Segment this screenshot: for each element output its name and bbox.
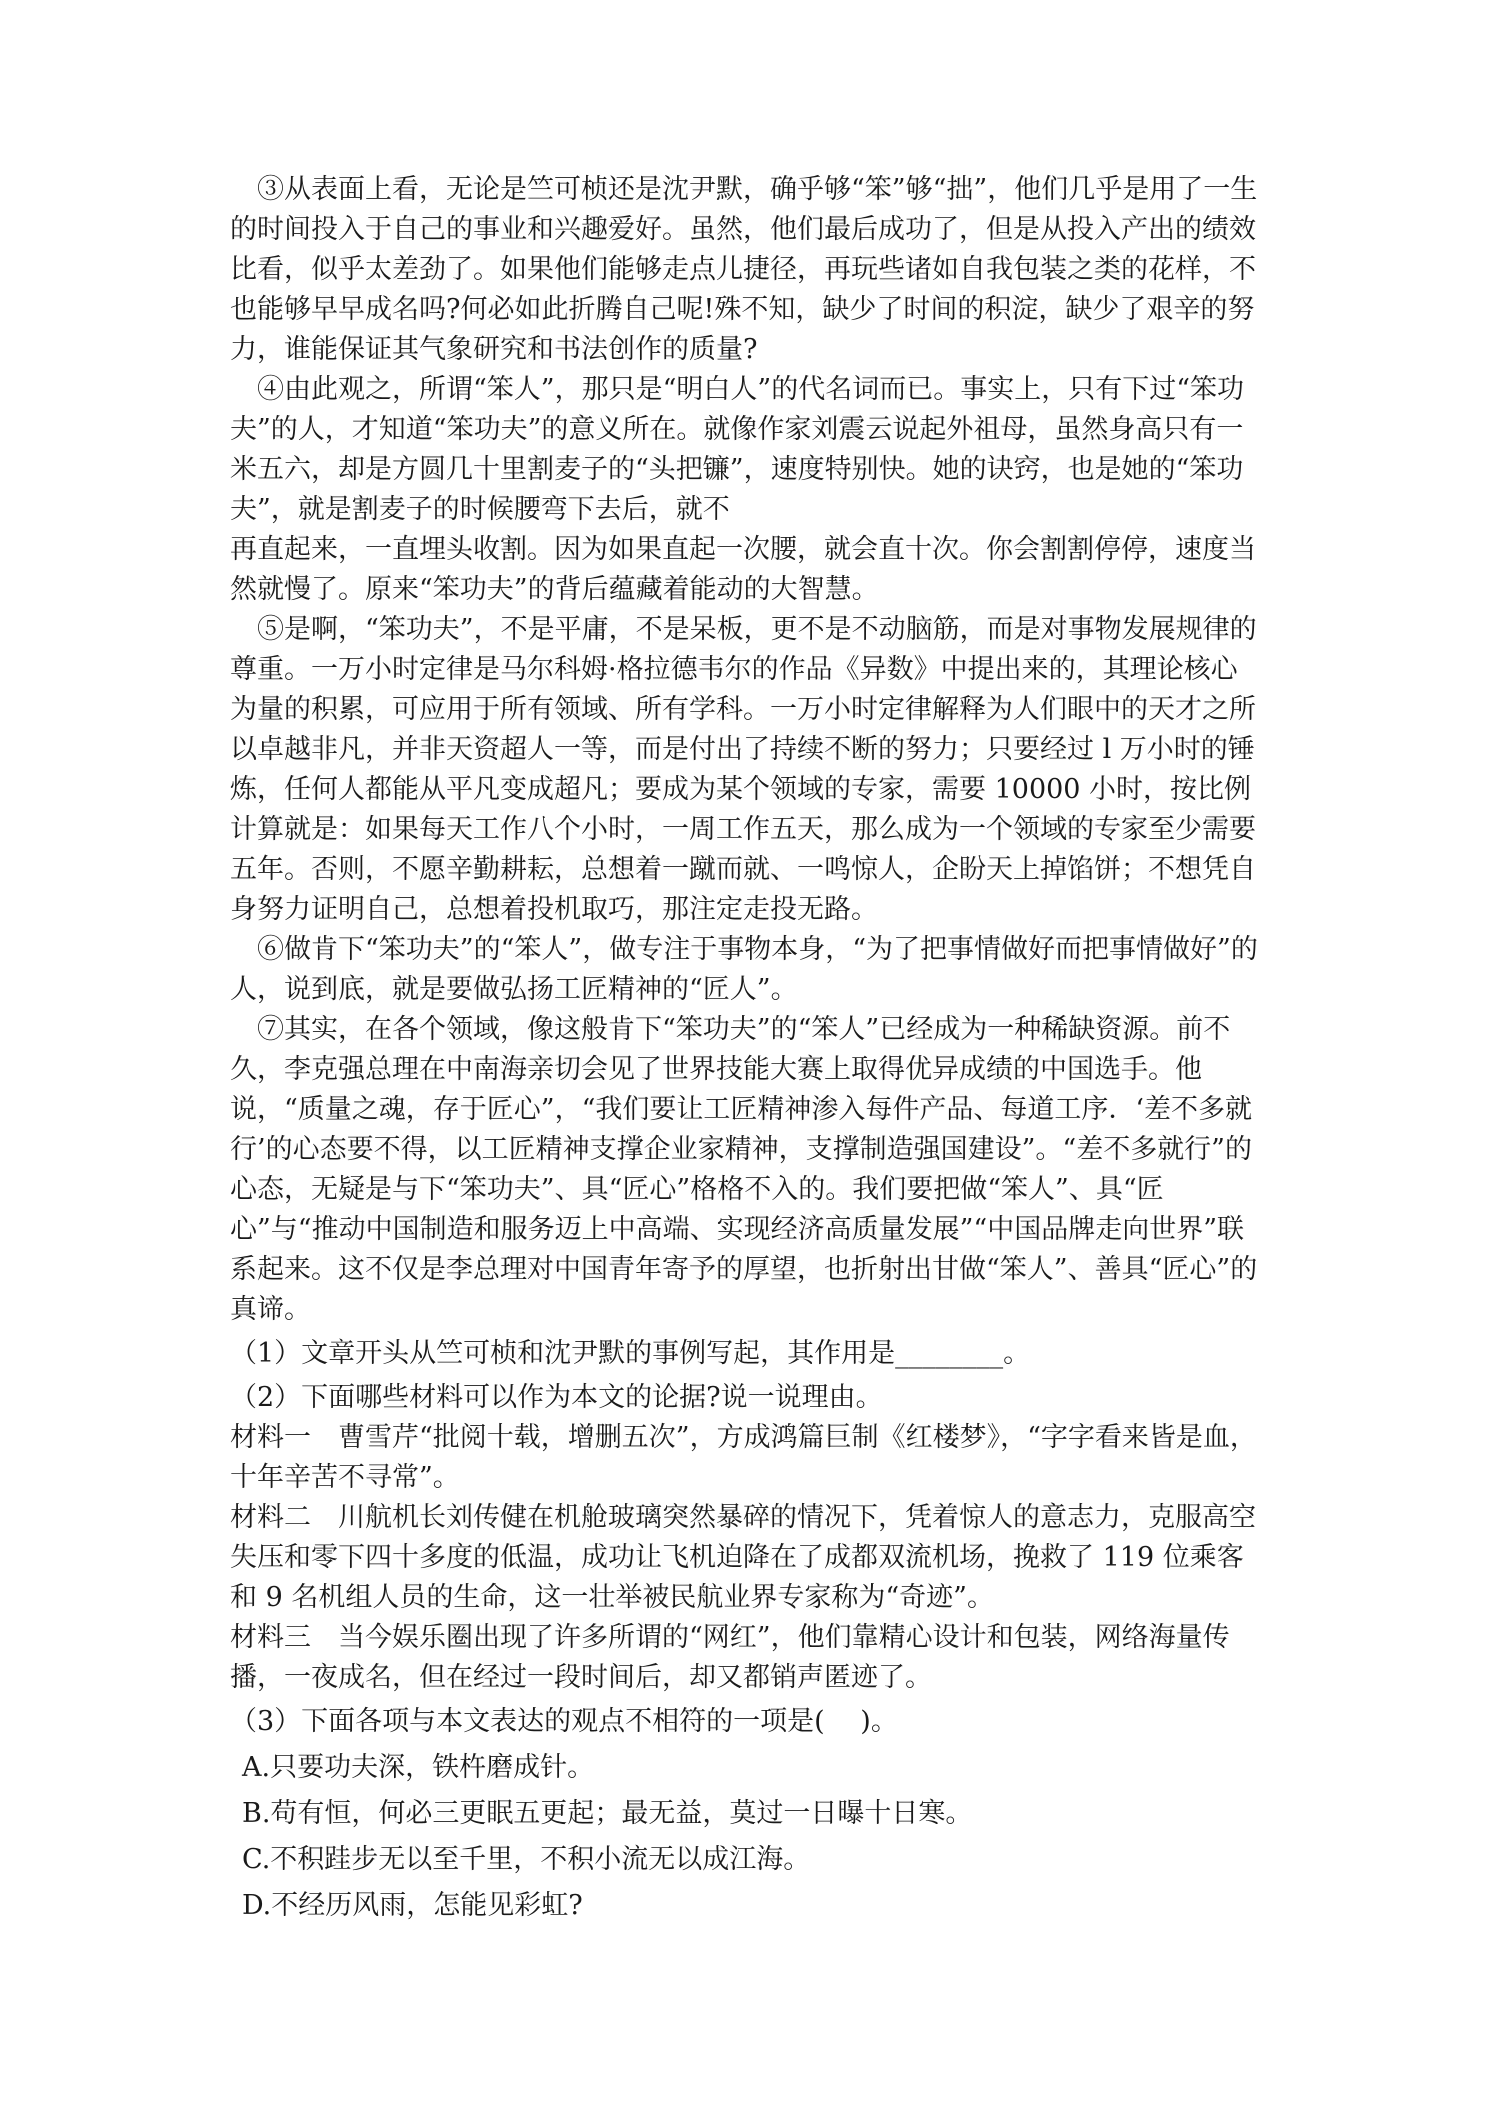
paragraph-6: ⑥做肯下“笨功夫”的“笨人”，做专注于事物本身，“为了把事情做好而把事情做好”的人，说到底，就是要做弘扬工匠精神的“匠人”。 <box>230 934 1258 1005</box>
material-1: 材料一 曹雪芹“批阅十载，增删五次”，方成鸿篇巨制《红楼梦》，“字字看来皆是血，十年辛苦不寻常”。 <box>230 1422 1257 1493</box>
paragraph-4: ④由此观之，所谓“笨人”，那只是“明白人”的代名词而已。事实上，只有下过“笨功夫”的人，才知道“笨功夫”的意义所在。就像作家刘震云说起外祖母，虽然身高只有一米五六，却是方圆几十里割麦子的“头把镰”，速度特别快。她的诀窍，也是她的“笨功夫”，就是割麦子的时候腰弯下去后，就不 <box>230 374 1245 525</box>
paragraph-3: ③从表面上看，无论是竺可桢还是沈尹默，确乎够“笨”够“拙”，他们几乎是用了一生的时间投入于自己的事业和兴趣爱好。虽然，他们最后成功了，但是从投入产出的绩效比看，似乎太差劲了。如果他们能够走点儿捷径，再玩些诸如自我包装之类的花样，不也能够早早成名吗?何必如此折腾自己呢!殊不知，缺少了时间的积淀，缺少了艰辛的努力，谁能保证其气象研究和书法创作的质量? <box>230 174 1258 365</box>
paragraph-4-continued: 再直起来，一直埋头收割。因为如果直起一次腰，就会直十次。你会割割停停，速度当然就慢了。原来“笨功夫”的背后蕴藏着能动的大智慧。 <box>230 534 1256 605</box>
question-1: （1）文章开头从竺可桢和沈尹默的事例写起，其作用是________。 <box>230 1338 1031 1369</box>
paragraph-5: ⑤是啊，“笨功夫”，不是平庸，不是呆板，更不是不动脑筋，而是对事物发展规律的尊重。一万小时定律是马尔科姆·格拉德韦尔的作品《异数》中提出来的，其理论核心为量的积累，可应用于所有领域、所有学科。一万小时定律解释为人们眼中的天才之所以卓越非凡，并非天资超人一等，而是付出了持续不断的努力；只要经过 l 万小时的锤炼，任何人都能从平凡变成超凡；要成为某个领域的专家，需要 10000 小时，按比例计算就是：如果每天工作八个小时，一周工作五天，那么成为一个领域的专家至少需要五年。否则，不愿辛勤耕耘，总想着一蹴而就、一鸣惊人，企盼天上掉馅饼；不想凭自身努力证明自己，总想着投机取巧，那注定走投无路。 <box>230 614 1257 925</box>
option-c: C.不积跬步无以至千里，不积小流无以成江海。 <box>242 1844 811 1875</box>
option-a: A.只要功夫深，铁杵磨成针。 <box>242 1752 595 1783</box>
option-d: D.不经历风雨，怎能见彩虹? <box>242 1890 583 1921</box>
option-b: B.苟有恒，何必三更眠五更起；最无益，莫过一日曝十日寒。 <box>242 1798 973 1829</box>
material-3: 材料三 当今娱乐圈出现了许多所谓的“网红”，他们靠精心设计和包装，网络海量传播，一夜成名，但在经过一段时间后，却又都销声匿迹了。 <box>230 1622 1230 1693</box>
paragraph-7: ⑦其实，在各个领域，像这般肯下“笨功夫”的“笨人”已经成为一种稀缺资源。前不久，李克强总理在中南海亲切会见了世界技能大赛上取得优异成绩的中国选手。他说，“质量之魂，存于匠心”，“我们要让工匠精神渗入每件产品、每道工序．‘差不多就行’的心态要不得，以工匠精神支撑企业家精神，支撑制造强国建设”。“差不多就行”的心态，无疑是与下“笨功夫”、具“匠心”格格不入的。我们要把做“笨人”、具“匠心”与“推动中国制造和服务迈上中高端、实现经济高质量发展”“中国品牌走向世界”联系起来。这不仅是李总理对中国青年寄予的厚望，也折射出甘做“笨人”、善具“匠心”的真谛。 <box>230 1014 1258 1325</box>
question-2: （2）下面哪些材料可以作为本文的论据?说一说理由。 <box>230 1382 883 1413</box>
document-page <box>230 170 1260 1926</box>
material-2: 材料二 川航机长刘传健在机舱玻璃突然暴碎的情况下，凭着惊人的意志力，克服高空失压和零下四十多度的低温，成功让飞机迫降在了成都双流机场，挽救了 119 位乘客和 9 名机组人员的生命，这一壮举被民航业界专家称为“奇迹”。 <box>230 1502 1256 1613</box>
question-3: （3）下面各项与本文表达的观点不相符的一项是( )。 <box>230 1706 898 1737</box>
